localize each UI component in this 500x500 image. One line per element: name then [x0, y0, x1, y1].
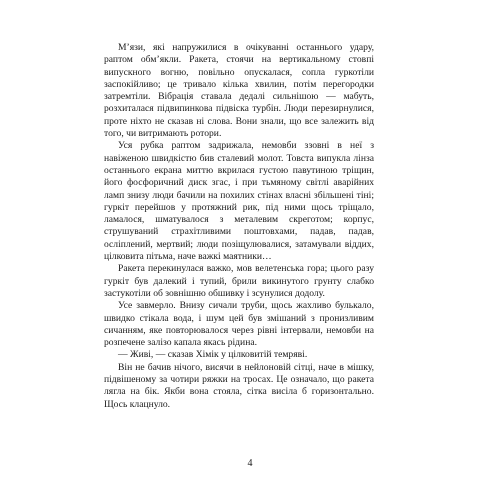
body-text — [104, 42, 374, 411]
page-number: 4 — [247, 458, 253, 469]
paragraph: Ракета перекинулася важко, мов велетенська гора; цього разу гуркіт був далекий і тупий, брили викинутого грунту слабко застукотіли об зовнішню обшивку і зсунулися додолу. — [104, 263, 374, 299]
paragraph: Він не бачив нічого, висячи в нейлоновій сітці, наче в мішку, підвішеному за чотири ряжки на тросах. Це означало, що ракета лягла на бік. Якби вона стояла, сітка висіла б горизонтально. Щось клацнуло. — [104, 361, 374, 410]
paragraph: Усе завмерло. Внизу сичали труби, щось жахливо булькало, швидко стікала вода, і шум цей був змішаний з пронизливим сичанням, яке повторювалося через рівні інтервали, немовби на розпечене залізо капала якась рідина. — [104, 300, 374, 349]
paragraph: Уся рубка раптом задрижала, немовби ззовні в неї з навіженою швидкістю бив сталевий молот. Товста випукла лінза останнього екрана миттю вкрилася густою павутиною тріщин, його фосфоричний диск згас, і при тьмяному світлі аварійних ламп знизу люди бачили на похилих стінах власні збільшені тіні; гуркіт перейшов у протяжний рик, під ними щось тріщало, ламалося, шматувалося з металевим скреготом; корпус, струшуваний страхітливими поштовхами, падав, падав, осліплений, мертвий; люди позіщулювалися, затамували віддих, цілковита пітьма, наче важкі маятники… — [104, 140, 374, 263]
paragraph: М’язи, які напружилися в очікуванні останнього удару, раптом обм’якли. Ракета, стоячи на вертикальному стовпі випускного вогню, повільно опускалася, сопла гуркотіли заспокійливо; це тривало кілька хвилин, потім перегородки затремтіли. Вібрація ставала дедалі сильнішою — мабуть, розхиталася підвипинкова підвіска турбін. Люди перезирнулися, проте ніхто не сказав ні слова. Вони знали, що все залежить від того, чи витримають ротори. — [104, 42, 374, 140]
paragraph: — Живі, — сказав Хімік у цілковитій темряві. — [118, 349, 308, 361]
